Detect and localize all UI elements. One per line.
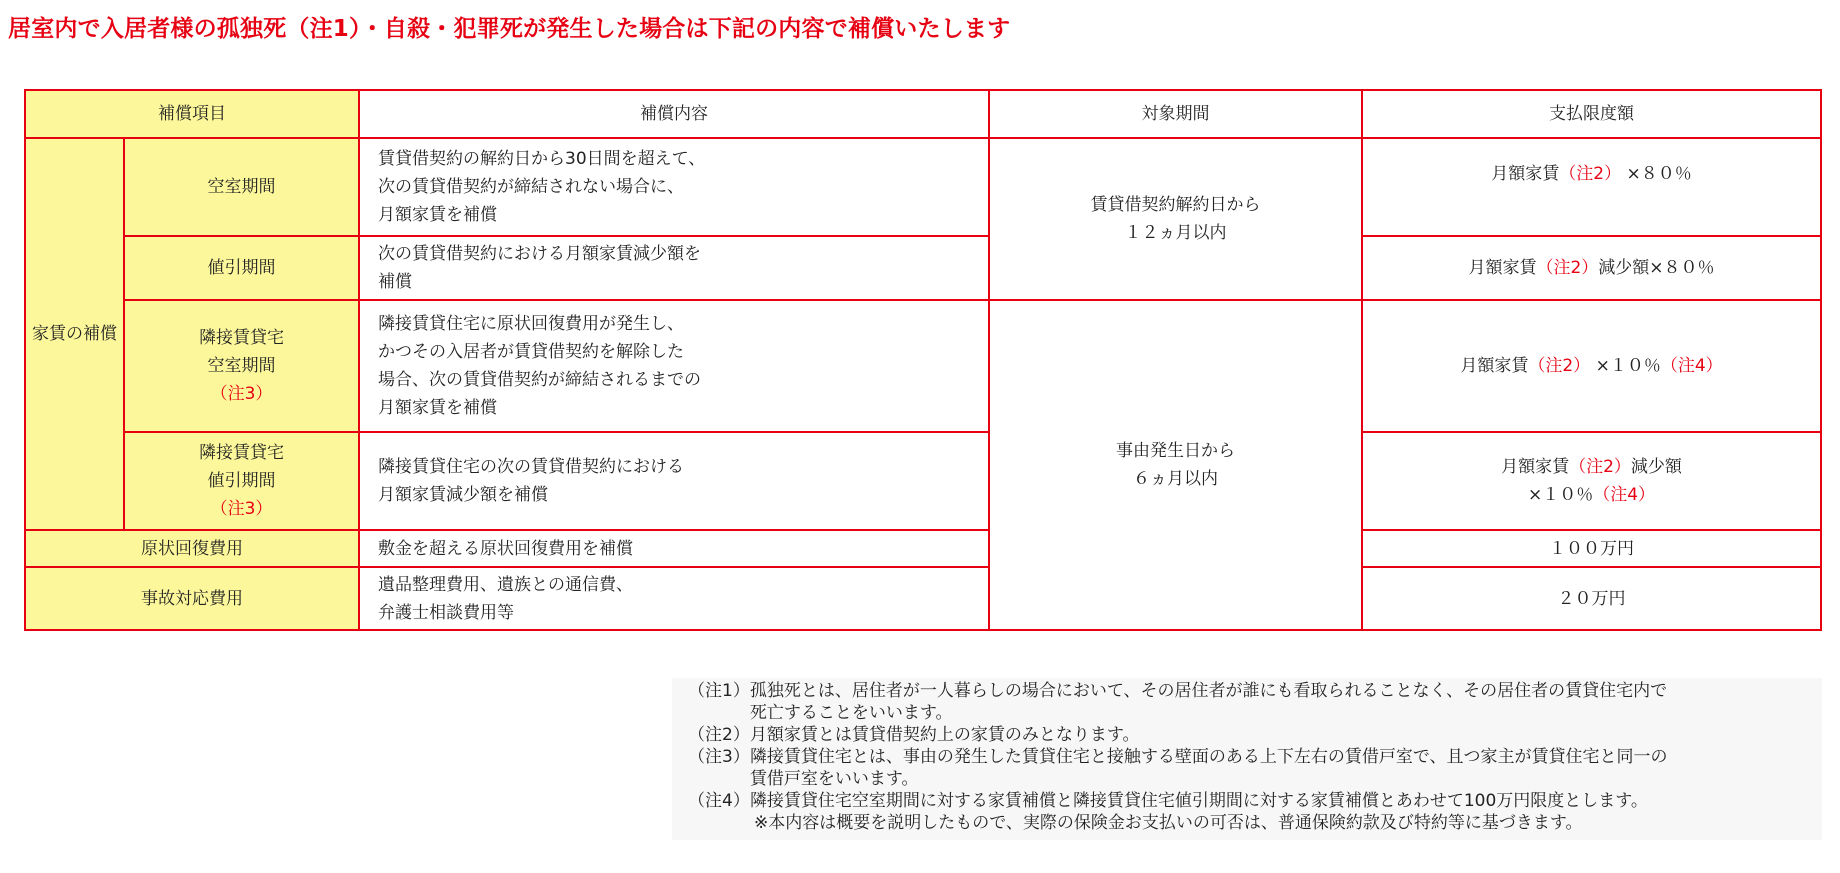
item-discount: 値引期間 [124, 236, 359, 300]
header-period: 対象期間 [989, 90, 1362, 138]
note-label: （注4） [688, 791, 750, 811]
note-1: （注1） 孤独死とは、居住者が一人暮らしの場合において、その居住者が誰にも看取られることなく、その居住者の賃貸住宅内で 死亡することをいいます。 [688, 681, 1668, 723]
item-restoration: 原状回復費用 [25, 530, 359, 567]
item-vacancy: 空室期間 [124, 138, 359, 236]
item-incident: 事故対応費用 [25, 567, 359, 630]
content-adjacent-discount: 隣接賃貸住宅の次の賃貸借契約における 月額家賃減少額を補償 [359, 432, 989, 530]
table-row [25, 236, 1821, 300]
limit-restoration: １００万円 [1362, 530, 1821, 567]
note-3: （注3） 隣接賃貸住宅とは、事由の発生した賃貸住宅と接触する壁面のある上下左右の賃借戸室で、且つ家主が賃貸住宅と同一の 賃借戸室をいいます。 [688, 747, 1668, 789]
limit-discount: 月額家賃（注2）減少額×８０％ [1362, 236, 1821, 300]
period-1: 賃貸借契約解約日から １２ヵ月以内 [989, 138, 1362, 300]
table-header-row [25, 90, 1821, 138]
compensation-table [24, 89, 1822, 631]
limit-adjacent-vacancy: 月額家賃（注2） ×１０％（注4） [1362, 300, 1821, 432]
note-label: （注1） [688, 681, 750, 701]
table-row [25, 567, 1821, 630]
table-row [25, 138, 1821, 236]
page-title: 居室内で入居者様の孤独死（注1）・自殺・犯罪死が発生した場合は下記の内容で補償いたします [8, 16, 1011, 42]
content-discount: 次の賃貸借契約における月額家賃減少額を 補償 [359, 236, 989, 300]
limit-incident: ２０万円 [1362, 567, 1821, 630]
note-2: （注2） 月額家賃とは賃貸借契約上の家賃のみとなります。 [688, 725, 1140, 745]
note-label: （注2） [688, 725, 750, 745]
limit-vacancy: 月額家賃（注2） ×８０％ [1362, 138, 1821, 236]
limit-adjacent-discount: 月額家賃（注2）減少額 ×１０％（注4） [1362, 432, 1821, 530]
table-row [25, 300, 1821, 432]
header-limit: 支払限度額 [1362, 90, 1821, 138]
content-incident: 遺品整理費用、遺族との通信費、 弁護士相談費用等 [359, 567, 989, 630]
note-label: （注3） [688, 747, 750, 767]
header-item: 補償項目 [25, 90, 359, 138]
item-adjacent-discount: 隣接賃貸宅 値引期間 （注3） [124, 432, 359, 530]
group-label-rent: 家賃の補償 [25, 138, 124, 530]
content-vacancy: 賃貸借契約の解約日から30日間を超えて、 次の賃貸借契約が締結されない場合に、 月額家賃を補償 [359, 138, 989, 236]
item-adjacent-vacancy: 隣接賃貸宅 空室期間 （注3） [124, 300, 359, 432]
table-row [25, 530, 1821, 567]
notes-section [672, 678, 1822, 840]
content-adjacent-vacancy: 隣接賃貸住宅に原状回復費用が発生し、 かつその入居者が賃貸借契約を解除した 場合、次の賃貸借契約が締結されるまでの 月額家賃を補償 [359, 300, 989, 432]
header-content: 補償内容 [359, 90, 989, 138]
table-row [25, 432, 1821, 530]
disclaimer-note: ※本内容は概要を説明したもので、実際の保険金お支払いの可否は、普通保険約款及び特約等に基づきます。 [754, 813, 1583, 833]
content-restoration: 敷金を超える原状回復費用を補償 [359, 530, 989, 567]
note-4: （注4） 隣接賃貸住宅空室期間に対する家賃補償と隣接賃貸住宅値引期間に対する家賃補償とあわせて100万円限度とします。 [688, 791, 1648, 811]
period-2: 事由発生日から ６ヵ月以内 [989, 300, 1362, 630]
